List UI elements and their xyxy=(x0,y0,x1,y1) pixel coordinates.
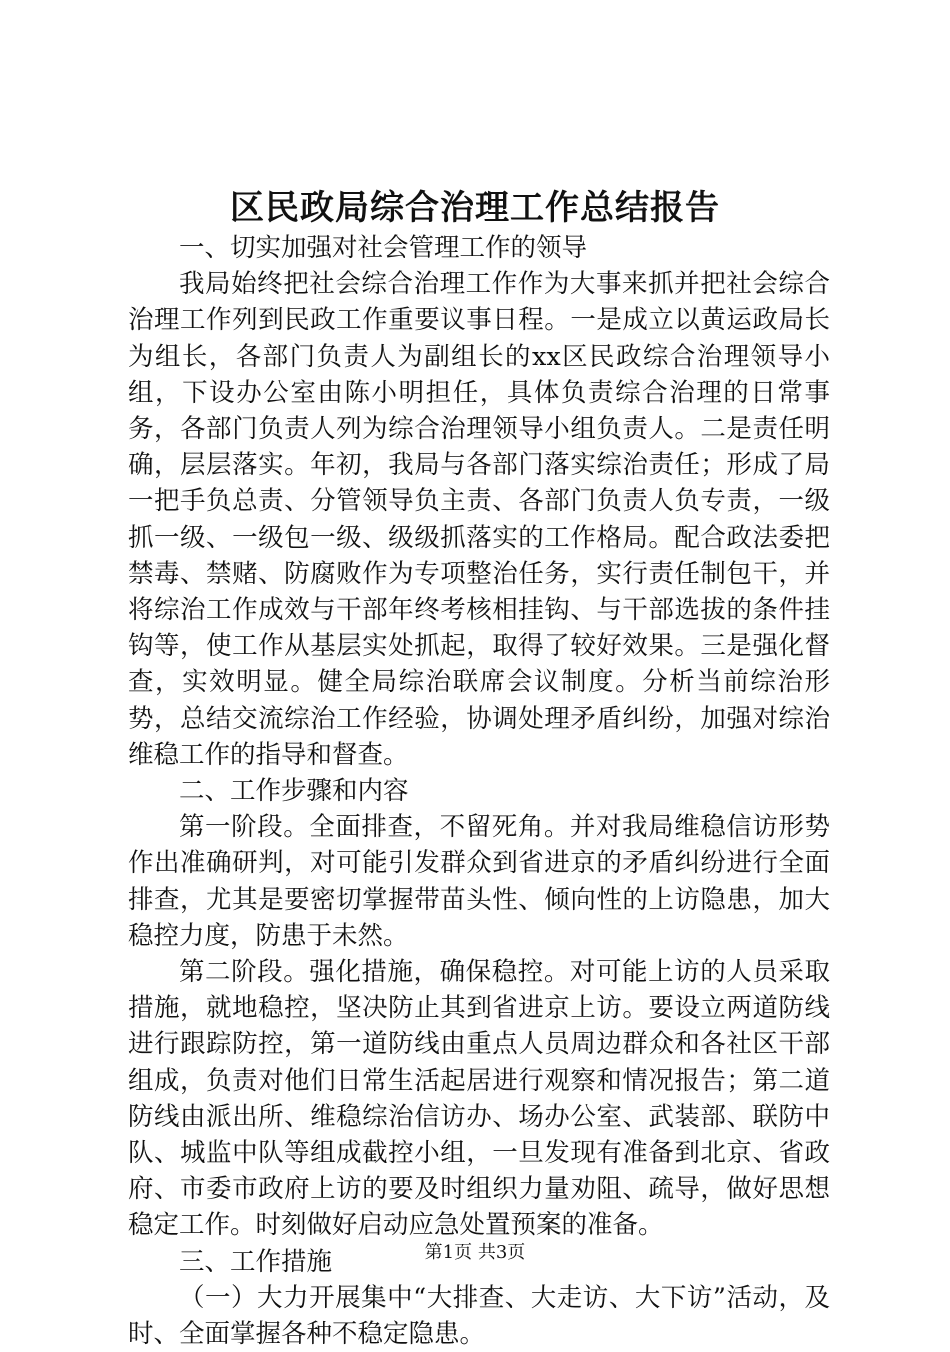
body-paragraph-3: 第二阶段。强化措施，确保稳控。对可能上访的人员采取措施，就地稳控，坚决防止其到省进京上访。要设立两道防线进行跟踪防控，第一道防线由重点人员周边群众和各社区干部组成，负责对他们日常生活起居进行观察和情况报告；第二道防线由派出所、维稳综治信访办、场办公室、武装部、联防中队、城监中队等组成截控小组，一旦发现有准备到北京、省政府、市委市政府上访的要及时组织力量劝阻、疏导，做好思想稳定工作。时刻做好启动应急处置预案的准备。 xyxy=(128,957,830,1241)
section-heading-2: 二、工作步骤和内容 xyxy=(179,776,409,807)
body-paragraph-4: （一）大力开展集中“大排查、大走访、大下访”活动，及时、全面掌握各种不稳定隐患。 xyxy=(128,1282,830,1350)
document-body xyxy=(128,230,830,1352)
page-indicator: 第1页 共3页 xyxy=(424,1242,526,1263)
page-footer xyxy=(0,1241,950,1265)
body-paragraph-1: 我局始终把社会综合治理工作作为大事来抓并把社会综合治理工作列到民政工作重要议事日程。一是成立以黄运政局长为组长，各部门负责人为副组长的xx区民政综合治理领导小组，下设办公室由陈小明担任，具体负责综合治理的日常事务，各部门负责人列为综合治理领导小组负责人。二是责任明确，层层落实。年初，我局与各部门落实综治责任；形成了局一把手负总责、分管领导负主责、各部门负责人负专责，一级抓一级、一级包一级、级级抓落实的工作格局。配合政法委把禁毒、禁赌、防腐败作为专项整治任务，实行责任制包干，并将综治工作成效与干部年终考核相挂钩、与干部选拔的条件挂钩等，使工作从基层实处抓起，取得了较好效果。三是强化督查，实效明显。健全局综治联席会议制度。分析当前综治形势，总结交流综治工作经验，协调处理矛盾纠纷，加强对综治维稳工作的指导和督查。 xyxy=(128,269,830,770)
section-heading-1: 一、切实加强对社会管理工作的领导 xyxy=(179,233,588,263)
section-heading-3: 三、工作措施 xyxy=(179,1246,333,1277)
document-title: 区民政局综合治理工作总结报告 xyxy=(230,188,720,228)
body-paragraph-2: 第一阶段。全面排查，不留死角。并对我局维稳信访形势作出准确研判，对可能引发群众到省进京的矛盾纠纷进行全面排查，尤其是要密切掌握带苗头性、倾向性的上访隐患，加大稳控力度，防患于未然。 xyxy=(128,812,830,951)
